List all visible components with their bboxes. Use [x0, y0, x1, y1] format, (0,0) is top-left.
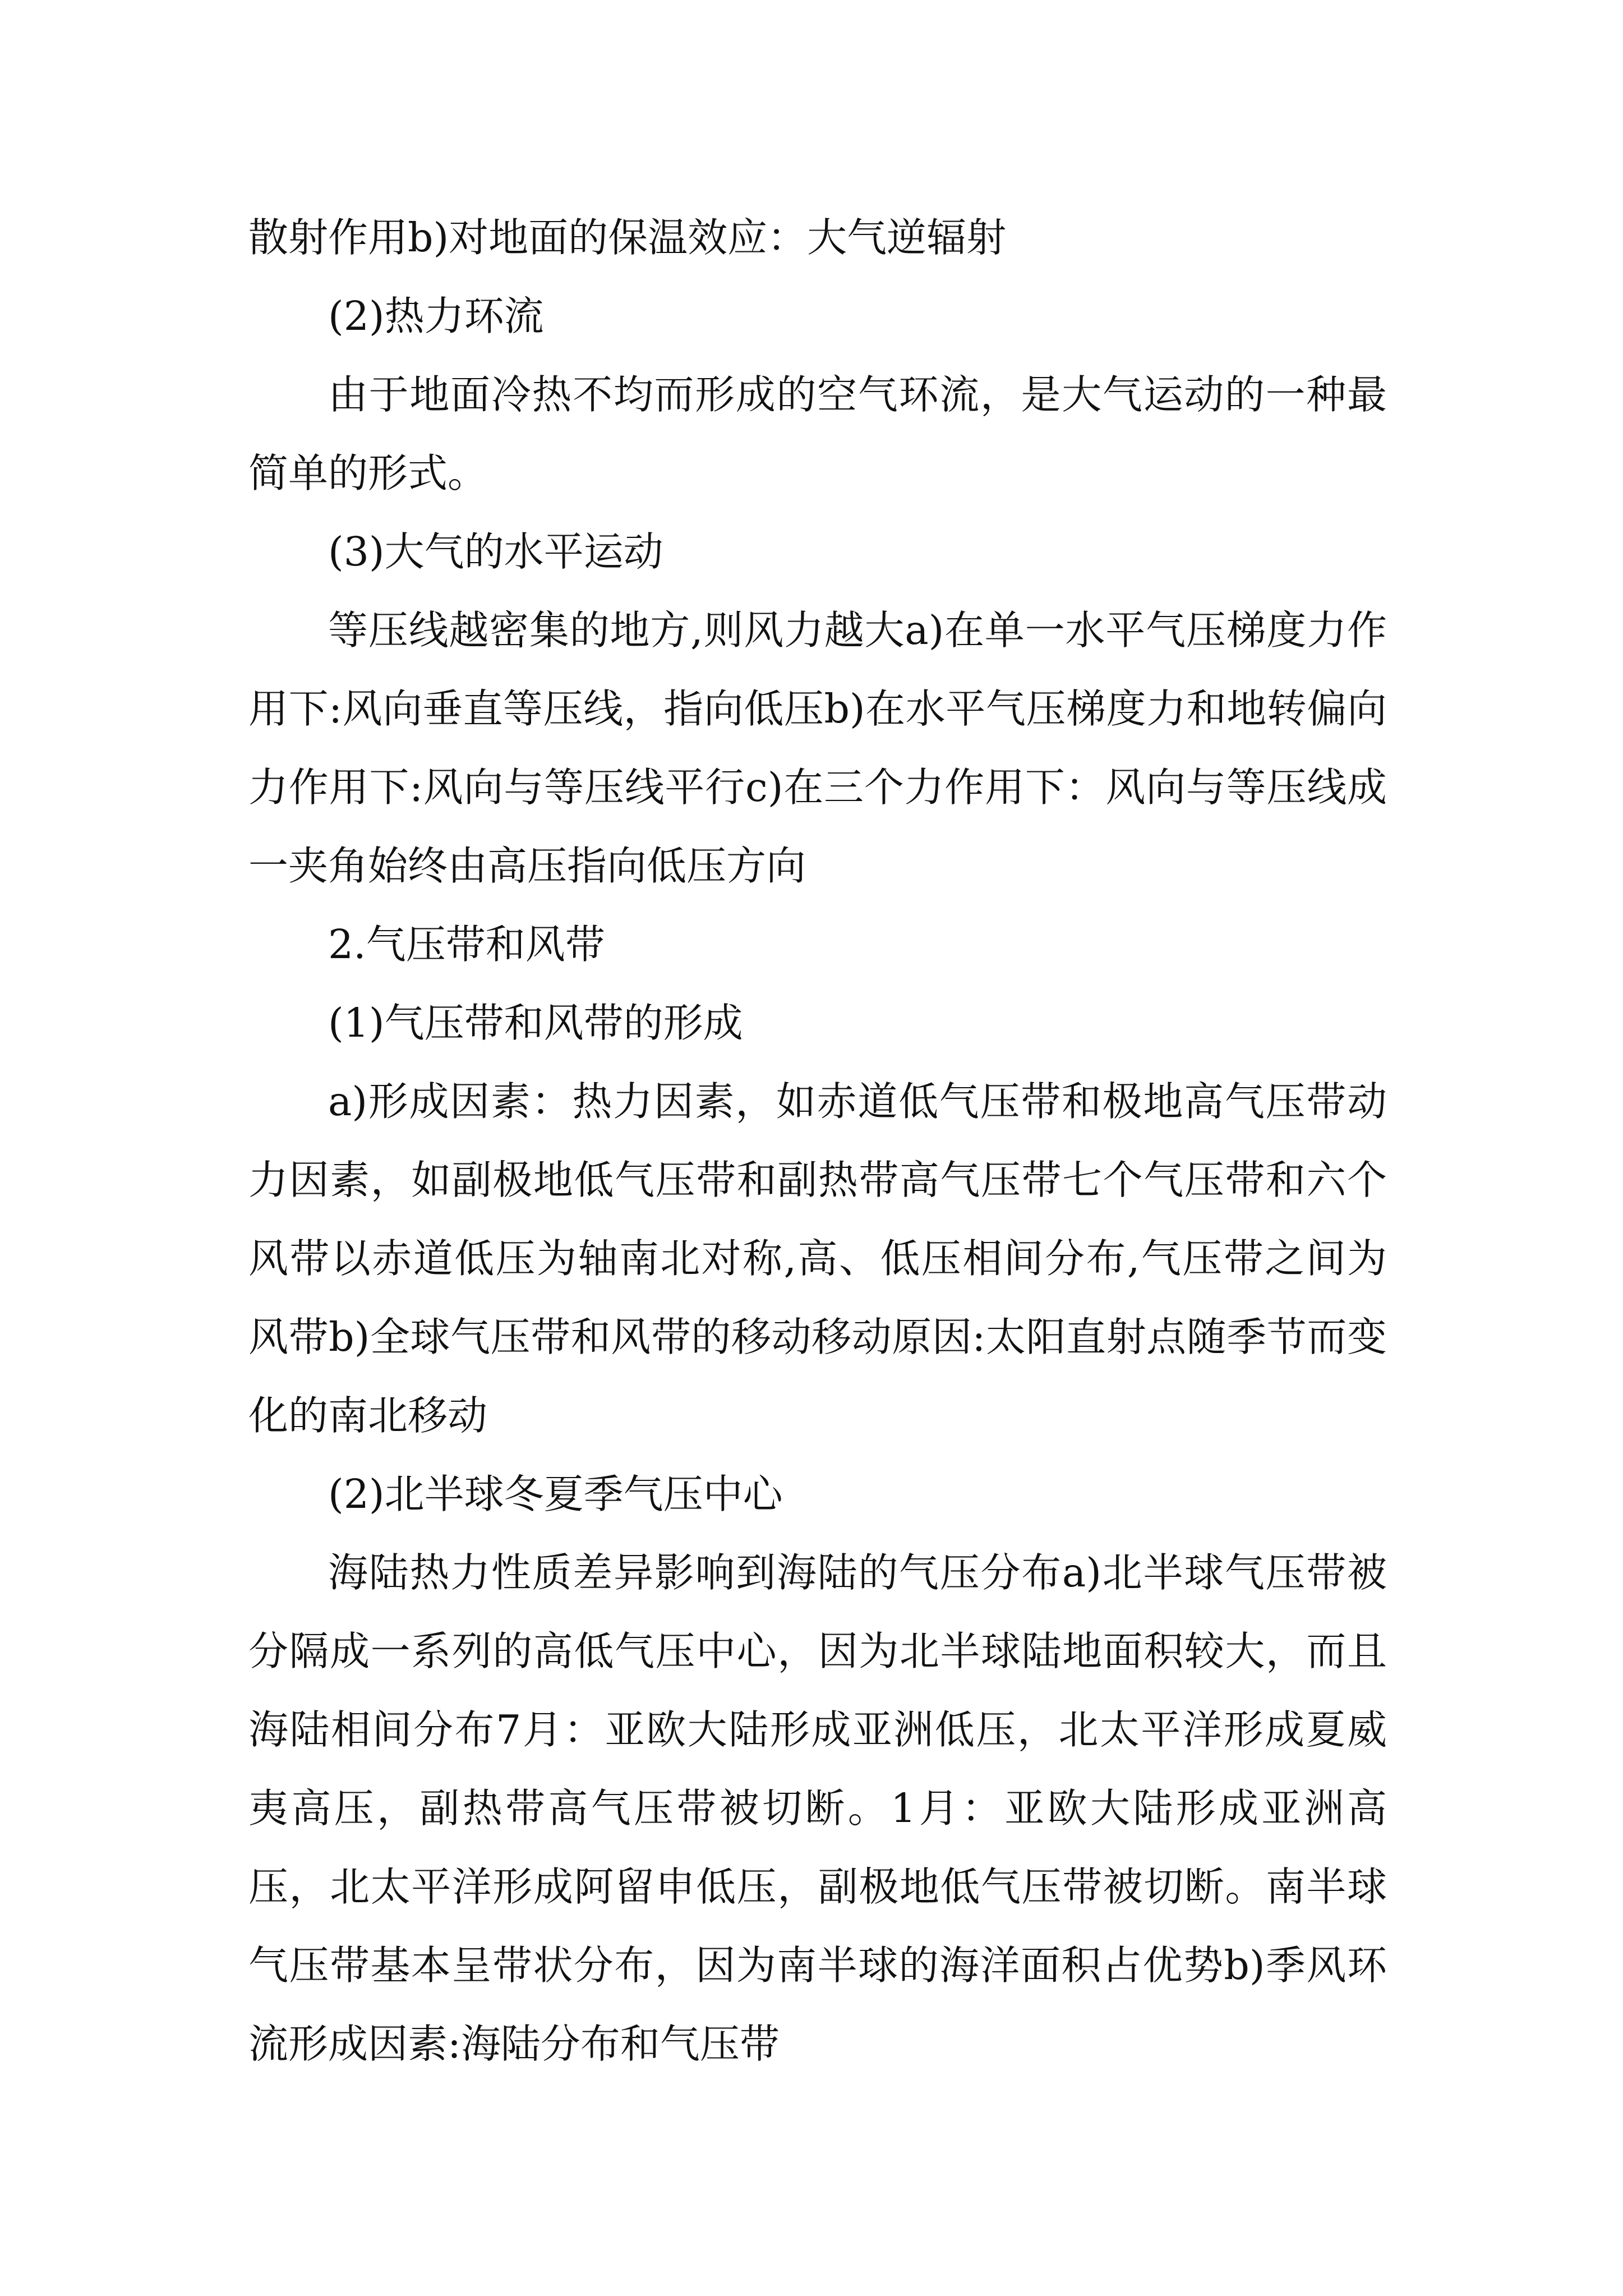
paragraph-pressure-centers: 海陆热力性质差异影响到海陆的气压分布a)北半球气压带被分隔成一系列的高低气压中心，因为北半球陆地面积较大，而且海陆相间分布7月：亚欧大陆形成亚洲低压，北太平洋形成夏威夷高压，副热带高气压带被切断。1月：亚欧大陆形成亚洲高压，北太平洋形成阿留申低压，副极地低气压带被切断。南半球气压带基本呈带状分布，因为南半球的海洋面积占优势b)季风环流形成因素:海陆分布和气压带 [248, 1549, 1387, 2067]
heading-pressure-centers: (2)北半球冬夏季气压中心 [328, 1471, 783, 1517]
heading-thermal-circulation: (2)热力环流 [328, 293, 544, 339]
document-page [248, 199, 1387, 2083]
paragraph-continuation: 散射作用b)对地面的保温效应：大气逆辐射 [248, 214, 1007, 261]
paragraph-thermal-circulation: 由于地面冷热不均而形成的空气环流，是大气运动的一种最简单的形式。 [248, 371, 1387, 496]
heading-horizontal-motion: (3)大气的水平运动 [328, 528, 663, 575]
heading-belt-formation: (1)气压带和风带的形成 [328, 1000, 743, 1046]
paragraph-horizontal-motion: 等压线越密集的地方,则风力越大a)在单一水平气压梯度力作用下:风向垂直等压线，指向低压b)在水平气压梯度力和地转偏向力作用下:风向与等压线平行c)在三个力作用下：风向与等压线成一夹角始终由高压指向低压方向 [248, 607, 1387, 889]
paragraph-belt-formation: a)形成因素：热力因素，如赤道低气压带和极地高气压带动力因素，如副极地低气压带和副热带高气压带七个气压带和六个风带以赤道低压为轴南北对称,高、低压相间分布,气压带之间为风带b)全球气压带和风带的移动移动原因:太阳直射点随季节而变化的南北移动 [248, 1078, 1387, 1439]
heading-pressure-wind-belts: 2.气压带和风带 [328, 921, 605, 968]
